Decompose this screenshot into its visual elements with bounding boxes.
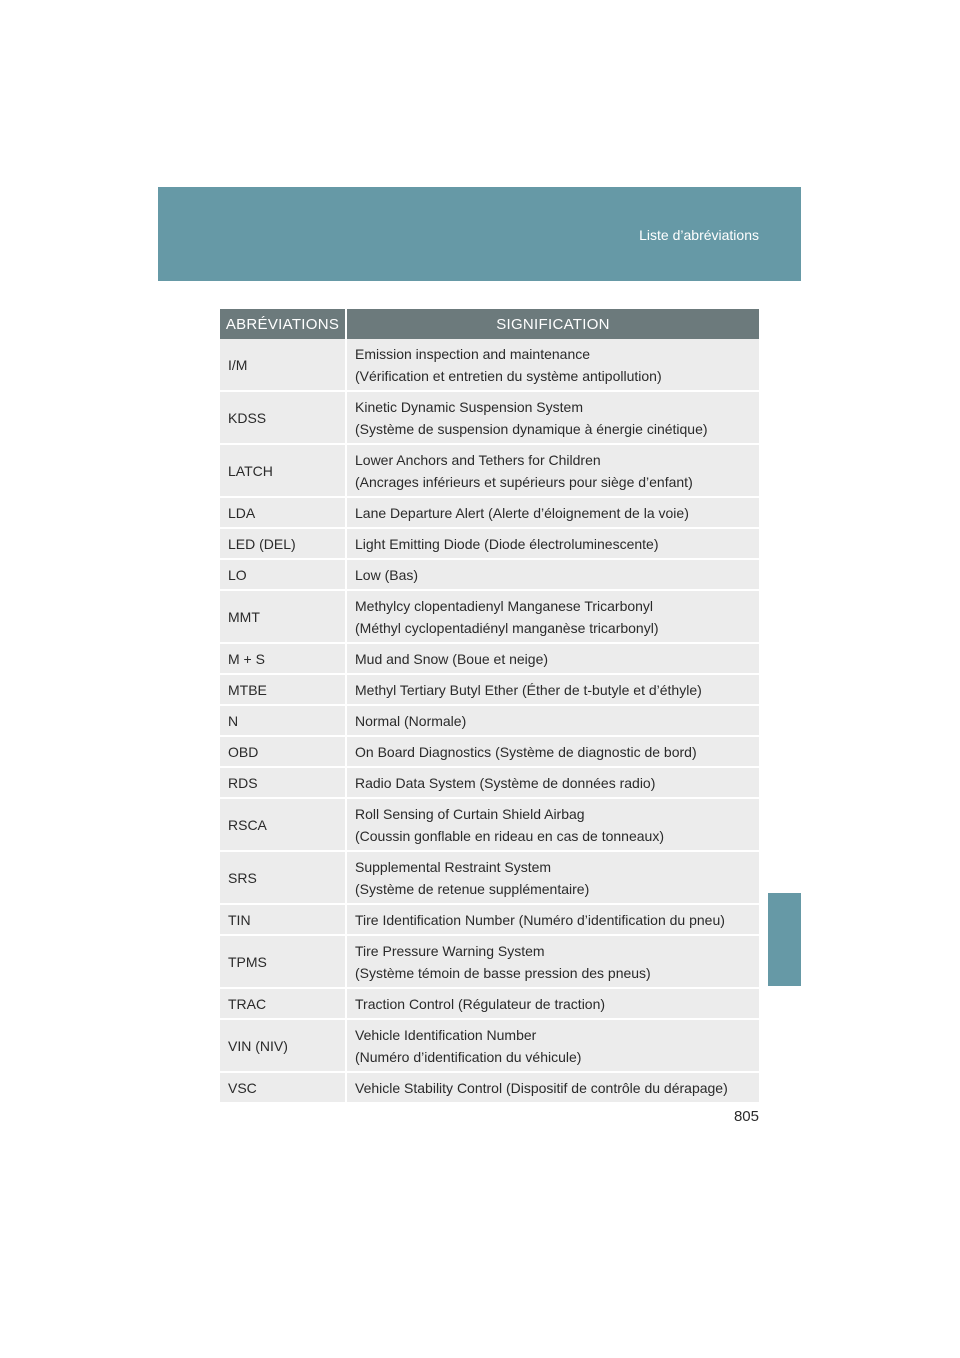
table-row — [220, 643, 759, 674]
table-row — [220, 444, 759, 497]
table-row — [220, 736, 759, 767]
meaning-cell — [346, 674, 759, 705]
meaning-line: Vehicle Stability Control (Dispositif de contrôle du dérapage) — [355, 1079, 728, 1096]
abbreviation-cell: SRS — [220, 851, 346, 904]
meaning-line: Roll Sensing of Curtain Shield Airbag — [355, 805, 585, 822]
abbreviation-cell: M + S — [220, 643, 346, 674]
section-title: Liste d’abréviations — [639, 227, 759, 243]
meaning-line: On Board Diagnostics (Système de diagnostic de bord) — [355, 743, 697, 760]
abbreviation-cell: LO — [220, 559, 346, 590]
meaning-line: (Numéro d’identification du véhicule) — [355, 1048, 582, 1065]
abbreviation-cell: RSCA — [220, 798, 346, 851]
abbreviation-cell: VIN (NIV) — [220, 1019, 346, 1072]
meaning-line: (Méthyl cyclopentadiényl manganèse tricarbonyl) — [355, 619, 659, 636]
meaning-line: Lane Departure Alert (Alerte d’éloignement de la voie) — [355, 504, 689, 521]
table-row — [220, 674, 759, 705]
meaning-line: Normal (Normale) — [355, 712, 467, 729]
table-row — [220, 767, 759, 798]
meaning-line: Methyl Tertiary Butyl Ether (Éther de t-butyle et d’éthyle) — [355, 681, 702, 698]
abbreviation-cell: LED (DEL) — [220, 528, 346, 559]
meaning-cell — [346, 339, 759, 391]
abbreviation-cell: OBD — [220, 736, 346, 767]
table-row — [220, 1019, 759, 1072]
meaning-line: Emission inspection and maintenance — [355, 345, 591, 362]
meaning-line: Supplemental Restraint System — [355, 858, 552, 875]
meaning-line: (Système témoin de basse pression des pneus) — [355, 964, 651, 981]
abbreviations-table — [220, 309, 759, 1104]
abbreviation-cell: VSC — [220, 1072, 346, 1103]
abbreviation-cell: TRAC — [220, 988, 346, 1019]
meaning-cell — [346, 705, 759, 736]
meaning-cell — [346, 590, 759, 643]
table-row — [220, 935, 759, 988]
meaning-line: (Système de retenue supplémentaire) — [355, 880, 590, 897]
meaning-cell — [346, 904, 759, 935]
meaning-line: (Ancrages inférieurs et supérieurs pour siège d’enfant) — [355, 473, 693, 490]
table-row — [220, 497, 759, 528]
meaning-cell — [346, 391, 759, 444]
meaning-line: (Coussin gonflable en rideau en cas de tonneaux) — [355, 827, 664, 844]
abbreviation-cell: MTBE — [220, 674, 346, 705]
table-row — [220, 339, 759, 391]
meaning-line: (Vérification et entretien du système antipollution) — [355, 367, 662, 384]
abbreviation-cell: LDA — [220, 497, 346, 528]
page-number: 805 — [733, 1108, 759, 1125]
meaning-cell — [346, 736, 759, 767]
meaning-line: Methylcy clopentadienyl Manganese Tricarbonyl — [355, 597, 654, 614]
meaning-cell — [346, 798, 759, 851]
abbreviation-cell: I/M — [220, 339, 346, 391]
table-row — [220, 988, 759, 1019]
meaning-cell — [346, 528, 759, 559]
meaning-cell — [346, 1019, 759, 1072]
abbreviation-cell: MMT — [220, 590, 346, 643]
meaning-cell — [346, 988, 759, 1019]
meaning-cell — [346, 497, 759, 528]
table-row — [220, 391, 759, 444]
meaning-cell — [346, 935, 759, 988]
meaning-line: Kinetic Dynamic Suspension System — [355, 398, 583, 415]
column-header-abbreviations: ABRÉVIATIONS — [220, 309, 346, 339]
meaning-line: Traction Control (Régulateur de traction) — [355, 995, 606, 1012]
table-row — [220, 705, 759, 736]
header-band — [158, 187, 801, 281]
abbreviation-cell: TPMS — [220, 935, 346, 988]
table-row — [220, 528, 759, 559]
table-row — [220, 1072, 759, 1103]
chapter-side-tab — [768, 893, 801, 986]
meaning-line: Lower Anchors and Tethers for Children — [355, 451, 601, 468]
table-row — [220, 559, 759, 590]
meaning-cell — [346, 851, 759, 904]
table-row — [220, 798, 759, 851]
meaning-cell — [346, 1072, 759, 1103]
meaning-line: Vehicle Identification Number — [355, 1026, 537, 1043]
meaning-line: Tire Pressure Warning System — [355, 942, 545, 959]
table-row — [220, 590, 759, 643]
table-header-row — [220, 309, 759, 339]
abbreviation-cell: LATCH — [220, 444, 346, 497]
table-row — [220, 904, 759, 935]
abbreviation-cell: RDS — [220, 767, 346, 798]
meaning-cell — [346, 444, 759, 497]
column-header-signification: SIGNIFICATION — [346, 309, 759, 339]
table-row — [220, 851, 759, 904]
abbreviation-cell: TIN — [220, 904, 346, 935]
abbreviation-cell: KDSS — [220, 391, 346, 444]
meaning-line: Tire Identification Number (Numéro d’identification du pneu) — [355, 911, 725, 928]
meaning-cell — [346, 559, 759, 590]
meaning-line: Low (Bas) — [355, 566, 419, 583]
meaning-line: (Système de suspension dynamique à énergie cinétique) — [355, 420, 708, 437]
meaning-cell — [346, 767, 759, 798]
meaning-line: Radio Data System (Système de données radio) — [355, 774, 656, 791]
abbreviation-cell: N — [220, 705, 346, 736]
meaning-cell — [346, 643, 759, 674]
meaning-line: Mud and Snow (Boue et neige) — [355, 650, 549, 667]
meaning-line: Light Emitting Diode (Diode électroluminescente) — [355, 535, 659, 552]
